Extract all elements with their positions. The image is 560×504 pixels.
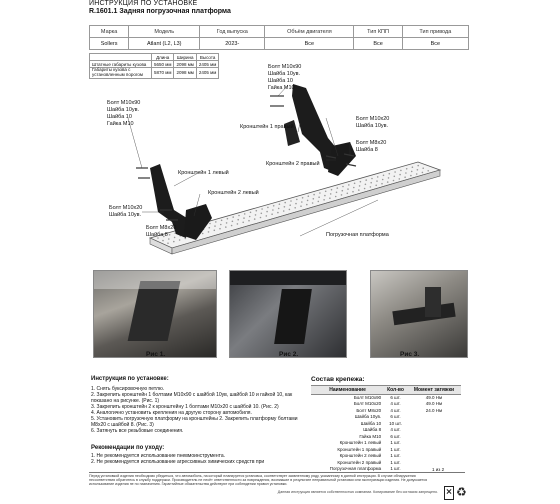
- label-washer-10uv-left: Шайба 10ув.: [107, 107, 140, 113]
- platform-perforation: [329, 197, 331, 199]
- label-washer-8-right: Шайба 8: [356, 147, 378, 153]
- platform-perforation: [209, 223, 211, 225]
- dims-row-label: Штатные габариты кузова: [90, 61, 152, 68]
- platform-perforation: [289, 209, 291, 211]
- spec-header-cell: Модель: [129, 26, 200, 38]
- caption-fig-1: Рис 1.: [146, 351, 166, 358]
- platform-perforation: [417, 165, 419, 167]
- part-quantity: 1 шт.: [390, 466, 401, 472]
- platform-perforation: [393, 180, 395, 182]
- footer-divider: [89, 472, 465, 473]
- label-washer-10uv-left-2: Шайба 10ув.: [109, 212, 142, 218]
- platform-perforation: [318, 201, 320, 203]
- dims-cell: 5650 мм: [152, 61, 174, 68]
- part-quantity: 1 шт.: [390, 446, 401, 452]
- platform-perforation: [296, 199, 298, 201]
- platform-perforation: [250, 212, 252, 214]
- platform-perforation: [173, 241, 175, 243]
- platform-perforation: [220, 224, 222, 226]
- platform-perforation: [389, 173, 391, 175]
- platform-perforation: [169, 234, 171, 236]
- instruction-step: 6. Затянуть все резьбовые соединения.: [91, 428, 184, 434]
- platform-perforation: [168, 238, 170, 240]
- dims-cell: 2098 мм: [174, 68, 196, 79]
- platform-perforation: [383, 175, 385, 177]
- platform-perforation: [422, 172, 424, 174]
- part-name: Болт М8х20: [356, 407, 382, 413]
- platform-perforation: [359, 185, 361, 187]
- label-washer-10uv-right: Шайба 10ув.: [268, 71, 301, 77]
- platform-perforation: [364, 188, 366, 190]
- platform-perforation: [347, 188, 349, 190]
- document-title: ИНСТРУКЦИЯ ПО УСТАНОВКЕ: [89, 0, 198, 7]
- platform-perforation: [400, 170, 402, 172]
- platform-perforation: [331, 189, 333, 191]
- platform-perforation: [254, 218, 256, 220]
- label-washer-10-right: Шайба 10: [268, 78, 293, 84]
- label-bracket2-left: Кронштейн 2 левый: [208, 190, 259, 196]
- parts-title: Состав крепежа:: [311, 376, 365, 383]
- label-bolt-m8x20-left: Болт М8х20: [146, 225, 177, 231]
- parts-header-qty: Кол-во: [384, 386, 407, 395]
- instruction-step: 3. Закрепить кронштейн 2 к кронштейну 1 болтами М10х20 с шайбой 10. (Рис. 2): [91, 404, 279, 410]
- dims-cell: 2405 мм: [196, 61, 218, 68]
- platform-perforation: [336, 192, 338, 194]
- platform-perforation: [289, 204, 291, 206]
- spec-value-cell: Все: [354, 38, 402, 50]
- instructions-steps: [91, 386, 306, 434]
- spec-header-cell: Марка: [90, 26, 129, 38]
- instruction-step: 4. Аналогично установить крепления на другую сторону автомобиля.: [91, 410, 252, 416]
- platform-perforation: [242, 222, 244, 224]
- platform-perforation: [412, 166, 414, 168]
- label-bracket2-right: Кронштейн 2 правый: [266, 161, 320, 167]
- parts-header-torque: Момент затяжки: [407, 386, 461, 395]
- spec-header-cell: Тип привода: [402, 26, 468, 38]
- part-torque: 49.0 Нм: [425, 395, 443, 400]
- platform-perforation: [370, 186, 372, 188]
- recommendations-list: [91, 453, 306, 465]
- part-name: Кронштейн 1 правый: [337, 446, 382, 452]
- platform-perforation: [348, 184, 350, 186]
- platform-perforation: [261, 213, 263, 215]
- part-torque: 24.0 Нм: [425, 407, 443, 413]
- part-name: Шайба 8: [363, 427, 382, 433]
- part-name: Шайба 10: [360, 420, 382, 426]
- part-quantity: 4 шт.: [390, 427, 401, 433]
- instructions-title: Инструкция по установке:: [91, 376, 169, 382]
- platform-perforation: [381, 183, 383, 185]
- platform-perforation: [371, 178, 373, 180]
- trash-bin-icon: [444, 486, 454, 500]
- part-quantity: 1 шт.: [390, 459, 401, 465]
- platform-perforation: [313, 194, 315, 196]
- parts-table: [311, 385, 461, 473]
- legal-notice: Перед установкой изделия необходимо убедиться, что автомобиль, на который планируется установка, соответствует заявленному ряду, указанному в данной инструкции. В случае обнаружения несоответствия обратитесь в службу поддержки. Производитель не несёт ответственности за повреждения, возникшие в результате неправильной установки или эксплуатации изделия. Не допускается использование изделия не по назначению. Гарантийные обязательства действуют при соблюдении правил установки.: [89, 474, 428, 487]
- platform-perforation: [279, 203, 281, 205]
- platform-perforation: [308, 195, 310, 197]
- label-bracket1-right: Кронштейн 1 правый: [240, 124, 294, 130]
- platform-perforation: [376, 180, 378, 182]
- dims-header-cell: Высота: [196, 54, 218, 61]
- label-bolt-m10x20-left: Болт М10х20: [109, 205, 143, 211]
- part-quantity: 6 шт.: [390, 433, 401, 439]
- platform-perforation: [360, 181, 362, 183]
- platform-perforation: [358, 189, 360, 191]
- platform-perforation: [237, 223, 239, 225]
- platform-perforation: [244, 213, 246, 215]
- platform-perforation: [215, 221, 217, 223]
- platform-perforation: [208, 231, 210, 233]
- dims-header-cell: Ширина: [174, 54, 196, 61]
- platform-perforation: [273, 205, 275, 207]
- platform-perforation: [307, 200, 309, 202]
- label-bolt-m8x20-right: Болт М8х20: [356, 140, 387, 146]
- platform-perforation: [237, 219, 239, 221]
- platform-perforation: [271, 213, 273, 215]
- instruction-step: 5. Установить погрузочную платформу на кронштейны 2. Закрепить платформу болтами М8х20 с шайбой 8. (Рис. 3): [91, 416, 298, 428]
- platform-perforation: [313, 198, 315, 200]
- platform-perforation: [284, 206, 286, 208]
- platform-perforation: [261, 208, 263, 210]
- platform-perforation: [300, 205, 302, 207]
- platform-perforation: [174, 237, 176, 239]
- platform-perforation: [231, 225, 233, 227]
- platform-perforation: [394, 171, 396, 173]
- part-name: Кронштейн 2 правый: [337, 459, 382, 465]
- platform-perforation: [411, 171, 413, 173]
- part-quantity: 1 шт.: [390, 453, 401, 459]
- photo-fig-3: [370, 270, 468, 358]
- platform-perforation: [306, 204, 308, 206]
- platform-perforation: [405, 172, 407, 174]
- platform-perforation: [248, 220, 250, 222]
- part-name: Болт М10х90: [353, 395, 382, 400]
- platform-perforation: [301, 201, 303, 203]
- platform-perforation: [312, 202, 314, 204]
- platform-perforation: [387, 181, 389, 183]
- label-bolt-m10x90-right: Болт М10х90: [268, 64, 302, 70]
- photo-fig-1: [93, 270, 217, 358]
- platform-perforation: [256, 210, 258, 212]
- platform-perforation: [260, 217, 262, 219]
- part-quantity: 4 шт.: [390, 407, 401, 413]
- platform-perforation: [342, 190, 344, 192]
- platform-perforation: [324, 195, 326, 197]
- part-name: Болт М10х20: [353, 401, 382, 407]
- platform-perforation: [388, 177, 390, 179]
- label-bracket1-left: Кронштейн 1 левый: [178, 170, 229, 176]
- vehicle-spec-table: [89, 25, 469, 50]
- platform-perforation: [335, 196, 337, 198]
- platform-perforation: [302, 197, 304, 199]
- platform-perforation: [347, 193, 349, 195]
- parts-header-name: Наименование: [311, 386, 384, 395]
- spec-value-cell: Все: [402, 38, 468, 50]
- platform-perforation: [325, 191, 327, 193]
- platform-perforation: [209, 227, 211, 229]
- label-washer-8-left: Шайба 8: [146, 232, 168, 238]
- platform-perforation: [290, 200, 292, 202]
- platform-perforation: [243, 217, 245, 219]
- spec-value-cell: Atlant (L2, L3): [129, 38, 200, 50]
- caption-fig-3: Рис 3.: [400, 351, 420, 358]
- spec-value-cell: 2023-: [200, 38, 265, 50]
- platform-perforation: [416, 173, 418, 175]
- dims-cell: 2405 мм: [196, 68, 218, 79]
- platform-perforation: [406, 168, 408, 170]
- label-washer-10-left: Шайба 10: [107, 114, 132, 120]
- platform-perforation: [202, 233, 204, 235]
- part-quantity: 6 шт.: [390, 414, 401, 420]
- platform-perforation: [167, 242, 169, 244]
- platform-perforation: [249, 216, 251, 218]
- platform-perforation: [399, 174, 401, 176]
- platform-perforation: [399, 178, 401, 180]
- copyright-notice: Данная инструкция является собственностью компании. Копирование без согласия запрещено.: [277, 490, 438, 494]
- platform-perforation: [353, 187, 355, 189]
- spec-header-cell: Объём двигателя: [265, 26, 354, 38]
- platform-perforation: [319, 192, 321, 194]
- platform-perforation: [214, 225, 216, 227]
- platform-perforation: [323, 199, 325, 201]
- label-platform: Погрузочная платформа: [326, 232, 389, 238]
- spec-value-cell: Все: [265, 38, 354, 50]
- platform-perforation: [283, 210, 285, 212]
- part-name: Гайка М10: [359, 433, 382, 439]
- page-number: 1 из 2: [432, 467, 445, 472]
- platform-perforation: [342, 186, 344, 188]
- part-name: Шайба 10ув.: [354, 414, 382, 420]
- platform-perforation: [238, 215, 240, 217]
- platform-perforation: [277, 212, 279, 214]
- platform-perforation: [267, 207, 269, 209]
- spec-header-cell: Тип КПП: [354, 26, 402, 38]
- product-name: R.1601.1 Задняя погрузочная платформа: [89, 8, 231, 15]
- platform-perforation: [225, 226, 227, 228]
- dims-cell: 5870 мм: [152, 68, 174, 79]
- part-torque: 49.0 Нм: [425, 401, 443, 407]
- platform-perforation: [295, 203, 297, 205]
- bracket-right-2-drawing: [328, 142, 356, 176]
- platform-perforation: [227, 218, 229, 220]
- recommendation-item: 2. Не рекомендуется использование агрессивных химических средств при: [91, 459, 265, 465]
- platform-perforation: [354, 183, 356, 185]
- platform-perforation: [162, 240, 164, 242]
- platform-perforation: [427, 170, 429, 172]
- instruction-step: 1. Снять буксировочную петлю.: [91, 386, 165, 392]
- recommendations-title: Рекомендации по уходу:: [91, 445, 165, 451]
- platform-perforation: [365, 184, 367, 186]
- platform-perforation: [375, 185, 377, 187]
- caption-fig-2: Рис 2.: [279, 351, 299, 358]
- label-bolt-m10x90-left: Болт М10х90: [107, 100, 141, 106]
- dims-row-label: Габариты кузова с установленным порогом: [90, 68, 152, 79]
- part-quantity: 4 шт.: [390, 401, 401, 407]
- platform-perforation: [370, 182, 372, 184]
- spec-value-cell: Sollers: [90, 38, 129, 50]
- platform-perforation: [266, 215, 268, 217]
- dims-cell: 2098 мм: [174, 61, 196, 68]
- platform-perforation: [232, 216, 234, 218]
- platform-perforation: [410, 175, 412, 177]
- part-name: Кронштейн 2 левый: [339, 453, 382, 459]
- platform-perforation: [318, 196, 320, 198]
- platform-perforation: [232, 221, 234, 223]
- platform-perforation: [255, 214, 257, 216]
- platform-perforation: [226, 222, 228, 224]
- platform-perforation: [422, 167, 424, 169]
- platform-perforation: [365, 179, 367, 181]
- part-quantity: 6 шт.: [390, 395, 401, 400]
- platform-perforation: [382, 179, 384, 181]
- platform-perforation: [352, 191, 354, 193]
- platform-perforation: [266, 211, 268, 213]
- part-quantity: 1 шт.: [390, 440, 401, 446]
- part-name: Погрузочная платформа: [329, 466, 382, 472]
- platform-perforation: [404, 176, 406, 178]
- part-name: Кронштейн 1 левый: [339, 440, 382, 446]
- platform-perforation: [294, 207, 296, 209]
- platform-perforation: [219, 228, 221, 230]
- label-nut-m10-left: Гайка М10: [107, 121, 134, 127]
- platform-perforation: [377, 176, 379, 178]
- platform-perforation: [278, 208, 280, 210]
- dims-header-cell: Длина: [152, 54, 174, 61]
- platform-perforation: [341, 194, 343, 196]
- platform-perforation: [272, 209, 274, 211]
- platform-perforation: [330, 193, 332, 195]
- label-washer-10uv-right-2: Шайба 10ув.: [356, 123, 389, 129]
- platform-perforation: [214, 230, 216, 232]
- platform-perforation: [394, 176, 396, 178]
- instruction-step: 2. Закрепить кронштейн 1 болтами М10х90 с шайбой 10ув, шайбой 10 и гайкой 10, как показано на рисунке. (Рис. 1): [91, 392, 293, 404]
- photo-fig-2: [229, 270, 347, 358]
- platform-perforation: [337, 187, 339, 189]
- label-bolt-m10x20-right: Болт М10х20: [356, 116, 390, 122]
- spec-header-cell: Год выпуска: [200, 26, 265, 38]
- platform-perforation: [179, 239, 181, 241]
- platform-perforation: [284, 202, 286, 204]
- label-nut-m10-right: Гайка М10: [268, 85, 295, 91]
- recycle-icon: ♻: [456, 485, 467, 499]
- part-quantity: 10 шт.: [389, 420, 402, 426]
- platform-perforation: [417, 169, 419, 171]
- platform-perforation: [221, 220, 223, 222]
- recommendation-item: 1. Не рекомендуется использование пневмоинструмента.: [91, 453, 225, 459]
